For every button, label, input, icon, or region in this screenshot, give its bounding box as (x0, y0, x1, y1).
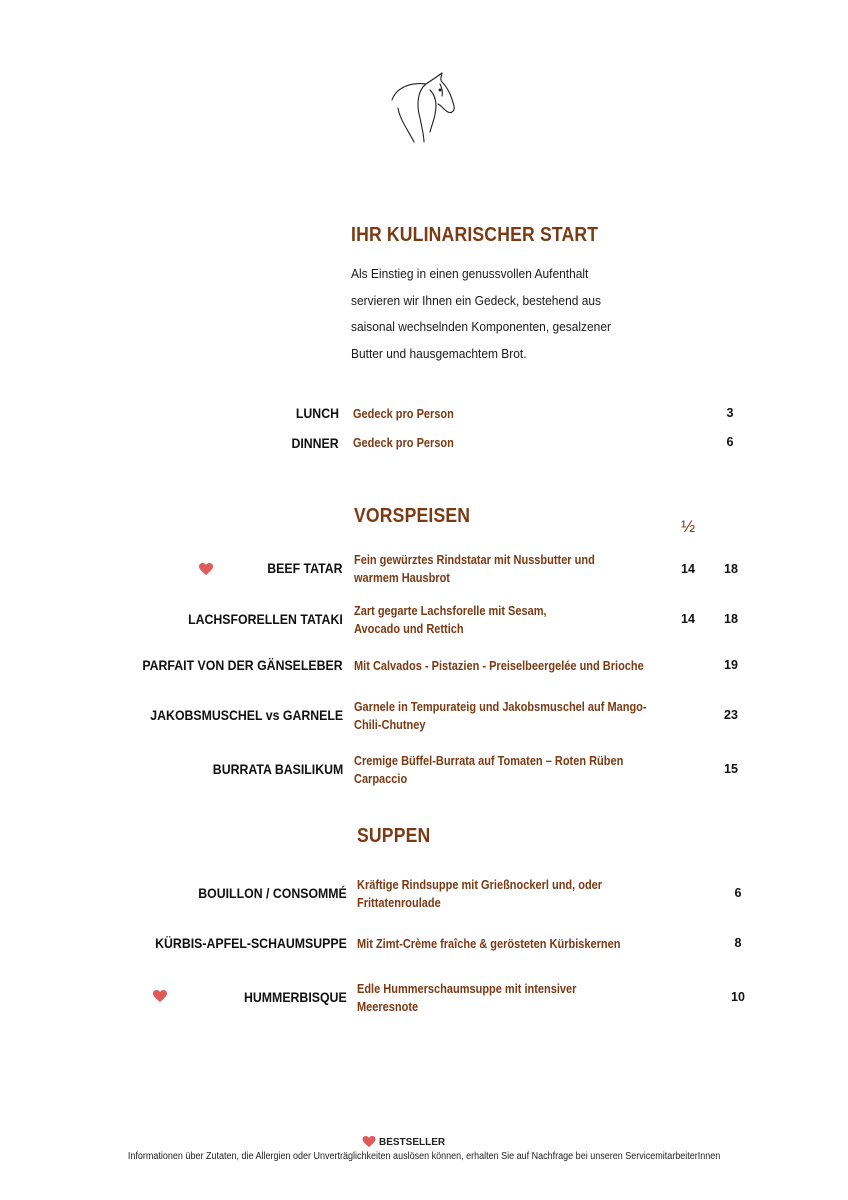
vorspeisen-title: VORSPEISEN (354, 505, 471, 527)
gedeck-dinner-price: 6 (726, 435, 734, 449)
gedeck-lunch-desc: Gedeck pro Person (353, 407, 454, 421)
menu-item-name: BURRATA BASILIKUM (212, 761, 343, 777)
gedeck-lunch-price: 3 (726, 406, 734, 420)
menu-item-half-price: 14 (681, 612, 695, 626)
menu-item-price: 8 (734, 936, 742, 950)
intro-line: servieren wir Ihnen ein Gedeck, bestehend aus (351, 292, 601, 308)
menu-item-desc: Edle Hummerschaumsuppe mit intensiver Meeresnote (357, 982, 577, 1014)
menu-item-price: 18 (724, 562, 738, 576)
menu-item-price: 15 (724, 762, 738, 776)
menu-item-name: JAKOBSMUSCHEL vs GARNELE (150, 707, 343, 723)
suppen-title: SUPPEN (357, 825, 431, 847)
menu-item-desc: Garnele in Tempurateig und Jakobsmuschel auf Mango- Chili-Chutney (354, 700, 647, 732)
menu-item-name: BOUILLON / CONSOMMÉ (198, 885, 347, 901)
menu-item-name: KÜRBIS-APFEL-SCHAUMSUPPE (155, 935, 347, 951)
menu-item-desc: Kräftige Rindsuppe mit Grießnockerl und, oder Frittatenroulade (357, 878, 603, 910)
gedeck-lunch-name: LUNCH (295, 405, 339, 421)
menu-item-price: 19 (724, 658, 738, 672)
menu-item-name: BEEF TATAR (267, 560, 343, 576)
menu-item-price: 18 (724, 612, 738, 626)
menu-item-name: LACHSFORELLEN TATAKI (188, 611, 343, 627)
bestseller-legend (362, 1136, 445, 1148)
heart-icon (153, 990, 167, 1003)
menu-item-desc: Mit Calvados - Pistazien - Preiselbeergelée und Brioche (354, 659, 644, 673)
intro-line: Als Einstieg in einen genussvollen Aufenthalt (351, 266, 589, 281)
menu-item-half-price: 14 (681, 562, 695, 576)
intro-line: saisonal wechselnden Komponenten, gesalzener (351, 319, 611, 334)
gedeck-dinner-desc: Gedeck pro Person (353, 436, 454, 450)
intro-title: IHR KULINARISCHER START (351, 224, 599, 246)
menu-item-price: 10 (731, 990, 745, 1004)
menu-item-desc: Cremige Büffel-Burrata auf Tomaten – Roten Rüben Carpaccio (354, 754, 624, 786)
intro-text (351, 261, 651, 367)
allergen-note: Informationen über Zutaten, die Allergien oder Unverträglichkeiten auslösen können, erhalten Sie auf Nachfrage bei unseren ServicemitarbeiterInnen (127, 1151, 721, 1162)
intro-line: Butter und hausgemachtem Brot. (351, 345, 527, 361)
menu-item-price: 23 (724, 708, 738, 722)
gedeck-dinner-name: DINNER (291, 435, 339, 451)
menu-item-desc: Mit Zimt-Crème fraîche & gerösteten Kürbiskernen (357, 937, 621, 951)
bestseller-label: BESTSELLER (379, 1136, 446, 1148)
menu-item-desc: Zart gegarte Lachsforelle mit Sesam, Avocado und Rettich (354, 604, 547, 636)
half-portion-label: ½ (681, 517, 696, 536)
menu-item-name: HUMMERBISQUE (244, 989, 347, 1005)
horse-head-icon (390, 70, 458, 144)
heart-icon (199, 563, 213, 576)
menu-item-price: 6 (734, 886, 742, 900)
heart-icon (362, 1136, 376, 1148)
menu-item-name: PARFAIT VON DER GÄNSELEBER (142, 657, 343, 673)
menu-item-desc: Fein gewürztes Rindstatar mit Nussbutter und warmem Hausbrot (354, 553, 595, 585)
